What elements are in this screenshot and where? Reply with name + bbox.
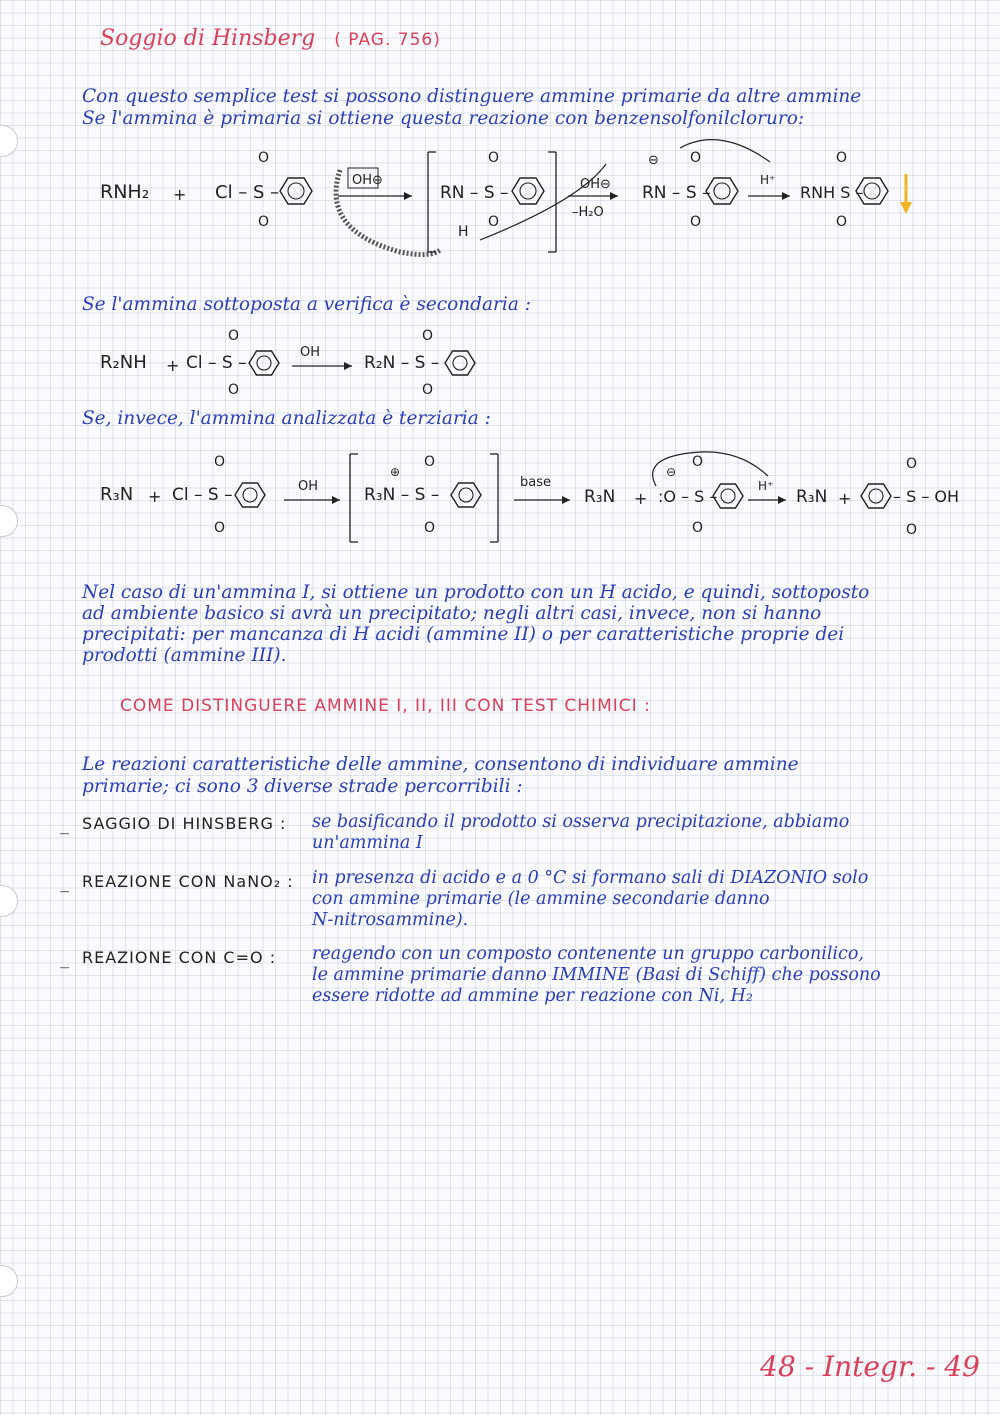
list-bullet-dash: _ <box>60 814 69 835</box>
svg-text:O: O <box>690 150 702 166</box>
r2-cond: OH <box>300 345 321 360</box>
r2-plus: + <box>166 356 180 375</box>
section-intro-line-1: Le reazioni caratteristiche delle ammine, consentono di individuare ammine <box>82 754 799 775</box>
section-title: COME DISTINGUERE AMMINE I, II, III CON TEST CHIMICI : <box>120 696 651 716</box>
method-label-nano2: REAZIONE CON NaNO₂ : <box>82 872 294 891</box>
r3-cond3: H⁺ <box>758 479 774 493</box>
benzene-ring <box>451 483 481 507</box>
r3-cond2: base <box>520 475 551 490</box>
r3-plus: + <box>148 487 162 506</box>
svg-text:O: O <box>424 454 436 470</box>
list-bullet-dash: _ <box>60 872 69 893</box>
svg-text:O: O <box>228 382 240 398</box>
svg-text:O: O <box>692 520 704 536</box>
r3-cond1: OH <box>298 479 319 494</box>
benzene-ring <box>280 178 312 204</box>
intro-line-1: Con questo semplice test si possono distinguere ammine primarie da altre ammine <box>82 86 862 107</box>
r3-plus2: + <box>634 489 648 508</box>
r1-anion: RN – S – <box>642 183 711 203</box>
section-intro-line-2: primarie; ci sono 3 diverse strade percorribili : <box>82 776 523 797</box>
r1-sulfonyl-o-bottom: O <box>258 214 270 230</box>
svg-text:O: O <box>214 520 226 536</box>
method-carbonyl-line-3: essere ridotte ad ammine per reazione con Ni, H₂ <box>312 986 753 1006</box>
r1-sulfonyl-o-top: O <box>258 150 270 166</box>
reaction-primary-amine <box>0 140 1000 270</box>
tertiary-text: Se, invece, l'ammina analizzata è terziaria : <box>82 408 491 429</box>
r3-p1: R₃N <box>584 487 616 507</box>
binder-hole <box>0 1265 18 1297</box>
title-text: Soggio di Hinsberg <box>100 26 316 51</box>
svg-text:O: O <box>424 520 436 536</box>
r2-reagent: Cl – S – <box>186 353 247 373</box>
benzene-ring <box>706 178 738 204</box>
r3-acid: – S – OH <box>893 487 960 506</box>
r3-reagent: Cl – S – <box>172 485 233 505</box>
svg-text:⊖: ⊖ <box>648 153 659 168</box>
benzene-ring <box>861 484 891 508</box>
method-carbonyl-line-2: le ammine primarie danno IMMINE (Basi di Schiff) che possono <box>312 965 881 985</box>
summary-line-1: Nel caso di un'ammina I, si ottiene un prodotto con un H acido, e quindi, sottoposto <box>82 582 870 603</box>
svg-text:O: O <box>906 522 918 538</box>
svg-text:O: O <box>836 150 848 166</box>
method-nano2-line-1: in presenza di acido e a 0 °C si formano sali di DIAZONIO solo <box>312 868 869 888</box>
r1-amine: RNH₂ <box>100 181 150 203</box>
benzene-ring <box>713 484 743 508</box>
summary-line-3: precipitati: per mancanza di H acidi (ammine II) o per caratteristiche proprie dei <box>82 624 845 645</box>
r2-product: R₂N – S – <box>364 353 440 373</box>
r1-reagent: Cl – S – <box>215 182 280 203</box>
svg-text:O: O <box>836 214 848 230</box>
benzene-ring <box>445 351 475 375</box>
svg-text:⊕: ⊕ <box>390 465 401 479</box>
reaction-tertiary-amine <box>0 446 1000 546</box>
page-title <box>100 26 441 51</box>
r1-plus: + <box>173 185 187 204</box>
method-label-hinsberg: SAGGIO DI HINSBERG : <box>82 814 287 833</box>
r1-cond2: OH⊖ <box>580 177 611 192</box>
svg-text:O: O <box>214 454 226 470</box>
binder-hole <box>0 885 18 917</box>
method-nano2-line-3: N-nitrosammine). <box>312 910 469 930</box>
secondary-text: Se l'ammina sottoposta a verifica è secondaria : <box>82 294 531 315</box>
method-label-carbonyl: REAZIONE CON C=O : <box>82 948 277 967</box>
r1-cond2-sub: –H₂O <box>572 205 604 220</box>
r1-cond1: OH⊖ <box>352 173 383 188</box>
page-number: 48 - Integr. - 49 <box>760 1350 980 1383</box>
r1-product: RNH S – <box>800 183 864 202</box>
r3-intermediate: R₃N – S – <box>364 485 440 505</box>
svg-text:O: O <box>228 328 240 344</box>
list-bullet-dash: _ <box>60 948 69 969</box>
benzene-ring <box>235 483 265 507</box>
r1-cond3: H⁺ <box>760 173 776 187</box>
svg-text:⊖: ⊖ <box>666 465 677 479</box>
svg-text:O: O <box>488 150 500 166</box>
benzene-ring <box>512 178 544 204</box>
summary-line-4: prodotti (ammine III). <box>82 645 287 666</box>
svg-text:O: O <box>422 328 434 344</box>
svg-text:O: O <box>690 214 702 230</box>
method-hinsberg-line-1: se basificando il prodotto si osserva precipitazione, abbiamo <box>312 812 850 832</box>
svg-text:O: O <box>692 454 704 470</box>
summary-line-2: ad ambiente basico si avrà un precipitato; negli altri casi, invece, non si hanno <box>82 603 822 624</box>
svg-text:O: O <box>422 382 434 398</box>
intro-line-2: Se l'ammina è primaria si ottiene questa reazione con benzensolfonilcloruro: <box>82 108 805 129</box>
r3-amine: R₃N <box>100 484 134 505</box>
r1-intermediate-h: H <box>458 224 469 240</box>
method-carbonyl-line-1: reagendo con un composto contenente un gruppo carbonilico, <box>312 944 864 964</box>
method-hinsberg-line-2: un'ammina I <box>312 833 423 853</box>
method-nano2-line-2: con ammine primarie (le ammine secondarie danno <box>312 889 770 909</box>
r3-plus3: + <box>838 489 852 508</box>
title-page-ref: ( PAG. 756) <box>334 30 441 50</box>
r3-anion: :O – S – <box>658 487 718 506</box>
svg-text:O: O <box>488 214 500 230</box>
benzene-ring <box>249 351 279 375</box>
reaction-secondary-amine <box>0 326 1000 406</box>
r3-p2: R₃N <box>796 487 828 507</box>
r2-amine: R₂NH <box>100 352 147 373</box>
svg-text:O: O <box>906 456 918 472</box>
r1-intermediate: RN – S – <box>440 183 509 203</box>
